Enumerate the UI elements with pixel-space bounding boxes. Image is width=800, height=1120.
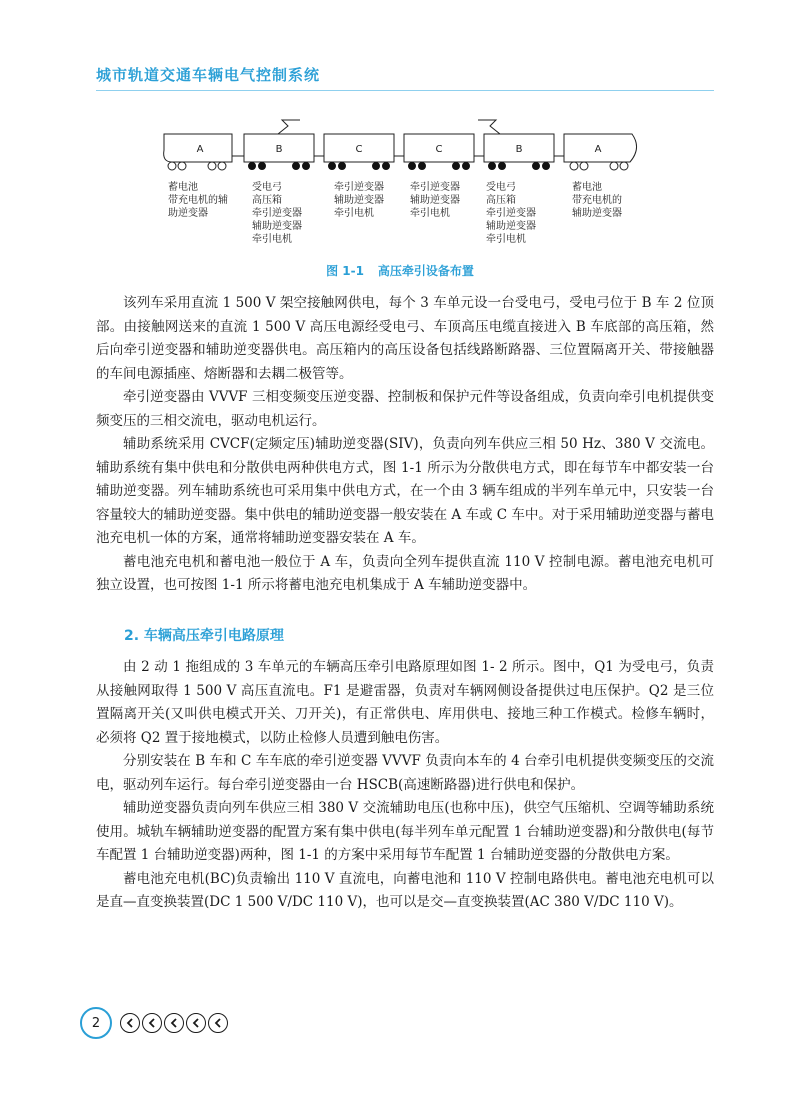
- car-6-equipment-3: 辅助逆变器: [572, 208, 622, 219]
- train-layout-figure: [160, 118, 640, 252]
- car-2-equipment-5: 牵引电机: [252, 234, 292, 245]
- car-5-equipment-2: 高压箱: [486, 195, 516, 206]
- body-section-1: [96, 292, 714, 598]
- paragraph: 该列车采用直流 1 500 V 架空接触网供电，每个 3 车单元设一台受电弓，受电弓位于 B 车 2 位顶部。由接触网送来的直流 1 500 V 高压电源经受电弓、车顶高压电缆直接进入 B 车底部的高压箱，然后向牵引逆变器和辅助逆变器供电。高压箱内的高压设备包括线路断路器、三位置隔离开关、带接触器的车间电源插座、熔断器和去耦二极管等。: [96, 295, 714, 382]
- wheels-car-3: [328, 162, 390, 170]
- car-3-equipment-3: 牵引电机: [334, 208, 374, 219]
- figure-title: 高压牵引设备布置: [377, 264, 474, 278]
- car-letter: B: [515, 144, 523, 155]
- book-title: 城市轨道交通车辆电气控制系统: [96, 66, 321, 84]
- paragraph: 辅助逆变器负责向列车供应三相 380 V 交流辅助电压(也称中压)，供空气压缩机、空调等辅助系统使用。城轨车辆辅助逆变器的配置方案有集中供电(每半列车单元配置 1 台辅助逆变器)和分散供电(每节车配置 1 台辅助逆变器)两种，图 1-1 的方案中采用每节车配置 1 台辅助逆变器的分散供电方案。: [96, 800, 714, 863]
- header-divider: [96, 90, 714, 91]
- figure-number: 图 1-1: [326, 264, 364, 278]
- car-4-equipment-3: 牵引电机: [410, 208, 450, 219]
- car-letter: C: [435, 144, 443, 155]
- chevron-left-icon: [142, 1013, 162, 1033]
- wheels-car-1: [168, 162, 226, 170]
- car-1-equipment-2: 带充电机的辅: [168, 195, 228, 206]
- chevron-left-icon: [208, 1013, 228, 1033]
- chevron-left-icon: [164, 1013, 184, 1033]
- paragraph: 蓄电池充电机(BC)负责输出 110 V 直流电，向蓄电池和 110 V 控制电路供电。蓄电池充电机可以是直—直变换装置(DC 1 500 V/DC 110 V)，也可以是交—直变换装置(AC 380 V/DC 110 V)。: [96, 870, 714, 910]
- paragraph: 牵引逆变器由 VVVF 三相变频变压逆变器、控制板和保护元件等设备组成，负责向牵引电机提供变频变压的三相交流电，驱动电机运行。: [96, 389, 714, 429]
- car-2-equipment-2: 高压箱: [252, 195, 282, 206]
- section-heading: 2. 车辆高压牵引电路原理: [124, 628, 284, 644]
- car-3-equipment-1: 牵引逆变器: [334, 182, 384, 193]
- car-5-equipment-1: 受电弓: [486, 182, 516, 193]
- nav-decoration: [120, 1013, 228, 1033]
- pantograph-icon: [478, 120, 500, 134]
- car-5-equipment-4: 辅助逆变器: [486, 221, 536, 232]
- car-2-equipment-1: 受电弓: [252, 182, 282, 193]
- car-1-equipment-1: 蓄电池: [168, 182, 198, 193]
- car-letter: A: [196, 144, 204, 155]
- wheels-car-2: [248, 162, 310, 170]
- car-2-equipment-4: 辅助逆变器: [252, 221, 302, 232]
- wheels-car-6: [570, 162, 628, 170]
- paragraph: 分别安装在 B 车和 C 车车底的牵引逆变器 VVVF 负责向本车的 4 台牵引电机提供变频变压的交流电，驱动列车运行。每台牵引逆变器由一台 HSCB(高速断路器)进行供电和保护。: [96, 753, 714, 793]
- chevron-left-icon: [120, 1013, 140, 1033]
- car-6-equipment-2: 带充电机的: [572, 195, 622, 206]
- pantograph-icon: [278, 120, 300, 134]
- wheels-car-4: [408, 162, 470, 170]
- car-5-equipment-3: 牵引逆变器: [486, 208, 536, 219]
- car-4-equipment-1: 牵引逆变器: [410, 182, 460, 193]
- paragraph: 辅助系统采用 CVCF(定频定压)辅助逆变器(SIV)，负责向列车供应三相 50 Hz、380 V 交流电。辅助系统有集中供电和分散供电两种供电方式，图 1-1 所示为分散供电方式，即在每节车中都安装一台辅助逆变器。列车辅助系统也可采用集中供电方式，在一个由 3 辆车组成的半列车单元中，只安装一台容量较大的辅助逆变器。集中供电的辅助逆变器一般安装在 A 车或 C 车中。对于采用辅助逆变器与蓄电池充电机一体的方案，通常将辅助逆变器安装在 A 车。: [96, 436, 714, 546]
- page-number: 2: [80, 1007, 112, 1039]
- car-5-equipment-5: 牵引电机: [486, 234, 526, 245]
- car-3-equipment-2: 辅助逆变器: [334, 195, 384, 206]
- car-1-equipment-3: 助逆变器: [168, 208, 208, 219]
- car-2-equipment-3: 牵引逆变器: [252, 208, 302, 219]
- figure-caption: [0, 262, 800, 279]
- wheels-car-5: [488, 162, 550, 170]
- page-footer: [80, 1006, 228, 1040]
- paragraph: 蓄电池充电机和蓄电池一般位于 A 车，负责向全列车提供直流 110 V 控制电源。蓄电池充电机可独立设置，也可按图 1-1 所示将蓄电池充电机集成于 A 车辅助逆变器中。: [96, 553, 714, 593]
- paragraph: 由 2 动 1 拖组成的 3 车单元的车辆高压牵引电路原理如图 1- 2 所示。图中，Q1 为受电弓，负责从接触网取得 1 500 V 高压直流电。F1 是避雷器，负责对车辆网侧设备提供过电压保护。Q2 是三位置隔离开关(又叫供电模式开关、刀开关)，有正常供电、库用供电、接地三种工作模式。检修车辆时，必须将 Q2 置于接地模式，以防止检修人员遭到触电伤害。: [96, 659, 714, 746]
- car-6-equipment-1: 蓄电池: [572, 182, 602, 193]
- car-letter: A: [594, 144, 602, 155]
- car-letter: C: [355, 144, 363, 155]
- body-section-2: [96, 656, 714, 915]
- car-letter: B: [275, 144, 283, 155]
- chevron-left-icon: [186, 1013, 206, 1033]
- car-4-equipment-2: 辅助逆变器: [410, 195, 460, 206]
